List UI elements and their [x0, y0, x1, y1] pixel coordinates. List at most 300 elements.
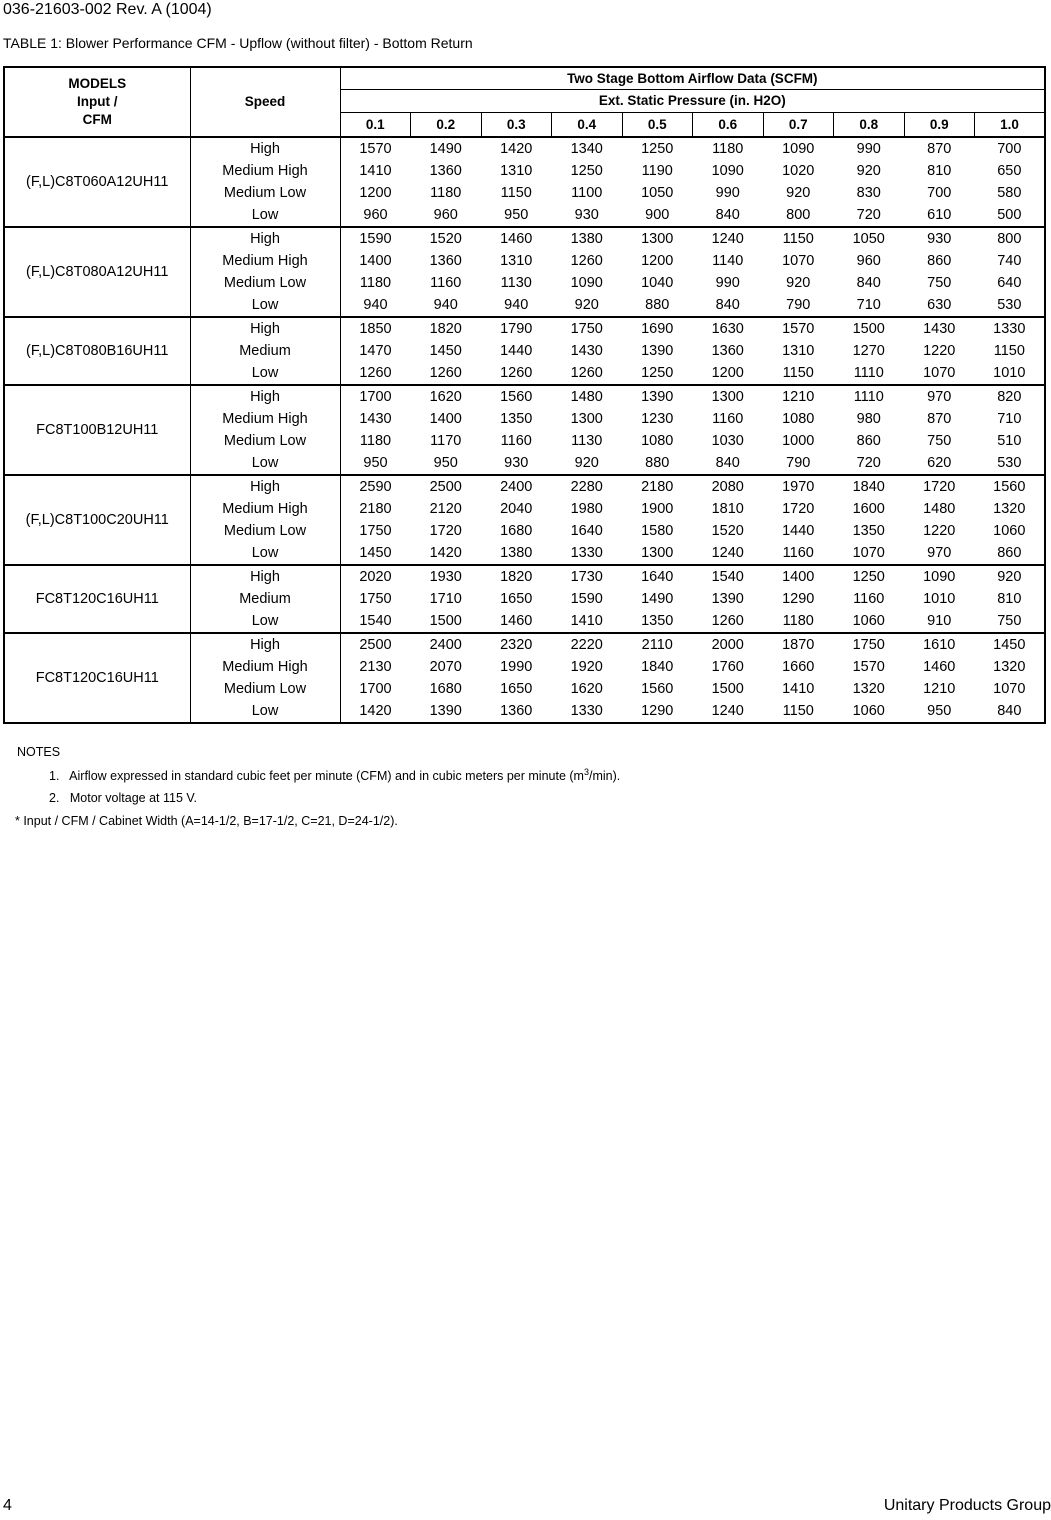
speed-cell: Medium High	[190, 656, 340, 678]
cfm-value-cell: 990	[715, 185, 740, 201]
speed-cell: Low	[190, 452, 340, 475]
note-1-number: 1.	[49, 769, 60, 783]
cfm-value-cell: 960	[340, 204, 411, 227]
cfm-value-cell: 1300	[622, 227, 693, 250]
pressure-header-cell: 0.8	[834, 113, 905, 138]
cfm-value-cell: 920	[574, 455, 599, 471]
cfm-value-cell: 1790	[481, 317, 552, 340]
cfm-value-cell: 1360	[429, 253, 462, 269]
pressure-title-header: Ext. Static Pressure (in. H2O)	[340, 90, 1045, 113]
cfm-value-cell: 1320	[852, 681, 885, 697]
table-row	[4, 633, 1045, 656]
cfm-value-cell: 790	[786, 455, 811, 471]
cfm-value-cell: 1300	[641, 545, 674, 561]
cfm-value-cell: 750	[927, 275, 952, 291]
cfm-value-cell: 1410	[570, 613, 603, 629]
cfm-value-cell: 1110	[853, 365, 884, 381]
model-name-cell: FC8T100B12UH11	[4, 385, 190, 475]
cfm-value-cell: 1320	[975, 498, 1046, 520]
cfm-value-cell: 710	[975, 408, 1046, 430]
cfm-value-cell: 1410	[340, 160, 411, 182]
cfm-value-cell: 1250	[570, 163, 603, 179]
cfm-value-cell: 630	[927, 297, 952, 313]
cfm-value-cell: 1200	[340, 182, 411, 204]
cfm-value-cell: 2070	[429, 659, 462, 675]
cfm-value-cell: 1430	[340, 408, 411, 430]
cfm-value-cell: 1650	[500, 591, 533, 607]
cfm-value-cell: 1420	[500, 141, 533, 157]
cfm-value-cell: 1560	[975, 475, 1046, 498]
cfm-value-cell: 1330	[552, 700, 623, 723]
cfm-value-cell: 1490	[429, 141, 462, 157]
cfm-value-cell: 2080	[693, 475, 764, 498]
speed-cell: High	[190, 137, 340, 160]
document-id: 036-21603-002 Rev. A (1004)	[3, 1, 212, 18]
cfm-value-cell: 1270	[852, 343, 885, 359]
cfm-value-cell: 1150	[763, 227, 834, 250]
cfm-value-cell: 1930	[411, 565, 482, 588]
cfm-value-cell: 1580	[641, 523, 674, 539]
cfm-value-cell: 1160	[712, 411, 744, 427]
cfm-value-cell: 1090	[782, 141, 815, 157]
cfm-value-cell: 1160	[782, 545, 814, 561]
cfm-value-cell: 1110	[834, 385, 905, 408]
cfm-value-cell: 1420	[340, 700, 411, 723]
cfm-value-cell: 1310	[782, 343, 815, 359]
note-1-superscript: 3	[583, 767, 589, 777]
cfm-value-cell: 1390	[411, 700, 482, 723]
cfm-value-cell: 1470	[340, 340, 411, 362]
table-header	[4, 67, 1045, 137]
speed-header: Speed	[190, 67, 340, 137]
cfm-value-cell: 830	[856, 185, 881, 201]
cfm-value-cell: 1260	[500, 365, 533, 381]
cfm-value-cell: 1390	[711, 591, 744, 607]
cfm-value-cell: 950	[433, 455, 458, 471]
cfm-value-cell: 1160	[430, 275, 462, 291]
cfm-value-cell: 1090	[711, 163, 744, 179]
cfm-value-cell: 1070	[923, 365, 956, 381]
cfm-value-cell: 810	[927, 163, 952, 179]
cfm-value-cell: 1250	[834, 565, 905, 588]
models-header	[4, 67, 190, 137]
cfm-value-cell: 1570	[340, 137, 411, 160]
cfm-value-cell: 980	[856, 411, 881, 427]
cfm-value-cell: 2220	[552, 633, 623, 656]
cfm-value-cell: 990	[856, 141, 881, 157]
cfm-value-cell: 740	[975, 250, 1046, 272]
speed-cell: Low	[190, 362, 340, 385]
cfm-value-cell: 2180	[622, 475, 693, 498]
model-name-cell: (F,L)C8T080B16UH11	[4, 317, 190, 385]
model-name-cell: (F,L)C8T060A12UH11	[4, 137, 190, 227]
cfm-value-cell: 950	[340, 452, 411, 475]
cfm-value-cell: 1870	[763, 633, 834, 656]
cfm-value-cell: 930	[574, 207, 599, 223]
cfm-value-cell: 1520	[411, 227, 482, 250]
cfm-value-cell: 2500	[411, 475, 482, 498]
cfm-value-cell: 1380	[500, 545, 533, 561]
cfm-value-cell: 1260	[570, 253, 603, 269]
cfm-value-cell: 1650	[500, 681, 533, 697]
cfm-value-cell: 920	[856, 163, 881, 179]
cfm-value-cell: 1050	[641, 185, 674, 201]
cfm-value-cell: 1590	[570, 591, 603, 607]
cfm-value-cell: 1180	[782, 613, 814, 629]
cfm-value-cell: 1500	[834, 317, 905, 340]
cfm-value-cell: 930	[504, 455, 529, 471]
cfm-value-cell: 1480	[923, 501, 956, 517]
cfm-value-cell: 2120	[429, 501, 462, 517]
cfm-value-cell: 1250	[641, 141, 674, 157]
cfm-value-cell: 1130	[571, 433, 603, 449]
cfm-value-cell: 1810	[711, 501, 744, 517]
cfm-value-cell: 530	[975, 452, 1046, 475]
cfm-value-cell: 930	[904, 227, 975, 250]
models-header-line3: CFM	[82, 112, 112, 127]
cfm-value-cell: 1380	[552, 227, 623, 250]
cfm-value-cell: 1150	[782, 365, 814, 381]
cfm-value-cell: 640	[975, 272, 1046, 294]
table-row	[4, 475, 1045, 498]
cfm-value-cell: 1560	[641, 681, 674, 697]
note-1-text-end: /min).	[588, 769, 621, 783]
cfm-value-cell: 1360	[481, 700, 552, 723]
cfm-value-cell: 1400	[763, 565, 834, 588]
cfm-value-cell: 810	[975, 588, 1046, 610]
cfm-value-cell: 1820	[481, 565, 552, 588]
speed-cell: High	[190, 565, 340, 588]
cfm-value-cell: 1000	[782, 433, 815, 449]
cfm-value-cell: 1260	[711, 613, 744, 629]
cfm-value-cell: 620	[927, 455, 952, 471]
cfm-value-cell: 2180	[340, 498, 411, 520]
speed-cell: High	[190, 227, 340, 250]
cfm-value-cell: 1330	[975, 317, 1046, 340]
cfm-value-cell: 1070	[852, 545, 885, 561]
cfm-value-cell: 1030	[711, 433, 744, 449]
cfm-value-cell: 2040	[500, 501, 533, 517]
models-header-line2: Input /	[77, 94, 118, 109]
cfm-value-cell: 2400	[481, 475, 552, 498]
cfm-value-cell: 1140	[712, 253, 744, 269]
cfm-value-cell: 1260	[340, 362, 411, 385]
cfm-value-cell: 1490	[641, 591, 674, 607]
cfm-value-cell: 1230	[641, 411, 674, 427]
cfm-value-cell: 1460	[500, 613, 533, 629]
cfm-value-cell: 1260	[429, 365, 462, 381]
cfm-value-cell: 960	[856, 253, 881, 269]
cfm-value-cell: 900	[645, 207, 670, 223]
cfm-value-cell: 880	[645, 455, 670, 471]
cfm-value-cell: 1150	[500, 185, 532, 201]
cfm-value-cell: 1170	[430, 433, 462, 449]
cfm-value-cell: 920	[574, 297, 599, 313]
cfm-value-cell: 1680	[500, 523, 533, 539]
cfm-value-cell: 1450	[975, 633, 1046, 656]
cfm-value-cell: 1720	[782, 501, 815, 517]
cfm-value-cell: 940	[433, 297, 458, 313]
speed-cell: Low	[190, 204, 340, 227]
cfm-value-cell: 1150	[763, 700, 834, 723]
cfm-value-cell: 700	[975, 137, 1046, 160]
cfm-value-cell: 920	[786, 185, 811, 201]
cfm-value-cell: 870	[927, 411, 952, 427]
cfm-value-cell: 950	[904, 700, 975, 723]
cfm-value-cell: 1430	[904, 317, 975, 340]
cfm-value-cell: 1320	[975, 656, 1046, 678]
footnote: * Input / CFM / Cabinet Width (A=14-1/2, B=17-1/2, C=21, D=24-1/2).	[15, 814, 398, 828]
speed-cell: High	[190, 475, 340, 498]
speed-cell: Low	[190, 294, 340, 317]
cfm-value-cell: 1750	[340, 520, 411, 542]
cfm-value-cell: 1620	[570, 681, 603, 697]
cfm-value-cell: 720	[856, 207, 881, 223]
cfm-value-cell: 1570	[763, 317, 834, 340]
cfm-value-cell: 580	[975, 182, 1046, 204]
speed-cell: Medium	[190, 588, 340, 610]
pressure-header-cell: 0.2	[411, 113, 482, 138]
table-row	[4, 227, 1045, 250]
airflow-title-header: Two Stage Bottom Airflow Data (SCFM)	[340, 67, 1045, 90]
cfm-value-cell: 1240	[693, 700, 764, 723]
cfm-value-cell: 500	[975, 204, 1046, 227]
cfm-value-cell: 1050	[834, 227, 905, 250]
cfm-value-cell: 820	[975, 385, 1046, 408]
cfm-value-cell: 1290	[622, 700, 693, 723]
cfm-value-cell: 840	[715, 207, 740, 223]
cfm-value-cell: 1730	[552, 565, 623, 588]
cfm-value-cell: 750	[975, 610, 1046, 633]
speed-cell: Medium High	[190, 408, 340, 430]
cfm-value-cell: 1850	[340, 317, 411, 340]
speed-cell: Medium High	[190, 498, 340, 520]
cfm-value-cell: 1010	[975, 362, 1046, 385]
cfm-value-cell: 1820	[411, 317, 482, 340]
cfm-value-cell: 990	[715, 275, 740, 291]
cfm-value-cell: 1310	[500, 163, 533, 179]
cfm-value-cell: 1180	[712, 141, 744, 157]
speed-cell: Medium High	[190, 160, 340, 182]
cfm-value-cell: 1690	[622, 317, 693, 340]
cfm-value-cell: 1410	[782, 681, 815, 697]
cfm-value-cell: 1190	[641, 163, 673, 179]
blower-performance-table	[3, 66, 1046, 724]
speed-cell: Medium Low	[190, 430, 340, 452]
cfm-value-cell: 1020	[782, 163, 815, 179]
cfm-value-cell: 1980	[570, 501, 603, 517]
cfm-value-cell: 1220	[923, 523, 956, 539]
cfm-value-cell: 800	[975, 227, 1046, 250]
notes-heading: NOTES	[17, 745, 61, 759]
speed-cell: High	[190, 633, 340, 656]
table-body	[4, 137, 1045, 723]
cfm-value-cell: 1360	[711, 343, 744, 359]
cfm-value-cell: 1400	[340, 250, 411, 272]
cfm-value-cell: 1840	[641, 659, 674, 675]
cfm-value-cell: 720	[856, 455, 881, 471]
cfm-value-cell: 710	[856, 297, 881, 313]
cfm-value-cell: 1070	[975, 678, 1046, 700]
cfm-value-cell: 920	[786, 275, 811, 291]
cfm-value-cell: 860	[927, 253, 952, 269]
models-header-line1: MODELS	[68, 76, 127, 91]
cfm-value-cell: 2320	[481, 633, 552, 656]
note-2-number: 2.	[49, 791, 60, 805]
cfm-value-cell: 510	[975, 430, 1046, 452]
cfm-value-cell: 1390	[641, 343, 674, 359]
cfm-value-cell: 790	[786, 297, 811, 313]
cfm-value-cell: 1400	[429, 411, 462, 427]
cfm-value-cell: 2400	[411, 633, 482, 656]
pressure-header-cell: 0.5	[622, 113, 693, 138]
cfm-value-cell: 1610	[904, 633, 975, 656]
cfm-value-cell: 1590	[340, 227, 411, 250]
table-title: TABLE 1: Blower Performance CFM - Upflow (without filter) - Bottom Return	[3, 35, 473, 51]
cfm-value-cell: 700	[927, 185, 952, 201]
cfm-value-cell: 870	[927, 141, 952, 157]
cfm-value-cell: 1540	[340, 610, 411, 633]
note-item-2	[49, 791, 197, 805]
cfm-value-cell: 1720	[904, 475, 975, 498]
cfm-value-cell: 960	[433, 207, 458, 223]
cfm-value-cell: 1500	[429, 613, 462, 629]
cfm-value-cell: 650	[975, 160, 1046, 182]
cfm-value-cell: 1160	[853, 591, 885, 607]
cfm-value-cell: 1200	[711, 365, 744, 381]
cfm-value-cell: 1100	[571, 185, 603, 201]
model-name-cell: (F,L)C8T080A12UH11	[4, 227, 190, 317]
cfm-value-cell: 1760	[711, 659, 744, 675]
cfm-value-cell: 1350	[641, 613, 674, 629]
cfm-value-cell: 1350	[500, 411, 533, 427]
cfm-value-cell: 1570	[852, 659, 885, 675]
cfm-value-cell: 1180	[340, 430, 411, 452]
speed-cell: Medium	[190, 340, 340, 362]
cfm-value-cell: 970	[927, 545, 952, 561]
cfm-value-cell: 1990	[500, 659, 533, 675]
cfm-value-cell: 610	[927, 207, 952, 223]
cfm-value-cell: 1060	[975, 520, 1046, 542]
cfm-value-cell: 880	[645, 297, 670, 313]
speed-cell: Medium Low	[190, 520, 340, 542]
cfm-value-cell: 1630	[693, 317, 764, 340]
cfm-value-cell: 1640	[570, 523, 603, 539]
cfm-value-cell: 1090	[570, 275, 603, 291]
cfm-value-cell: 1750	[340, 588, 411, 610]
cfm-value-cell: 1450	[340, 542, 411, 565]
cfm-value-cell: 970	[904, 385, 975, 408]
cfm-value-cell: 1480	[552, 385, 623, 408]
cfm-value-cell: 1750	[834, 633, 905, 656]
cfm-value-cell: 1130	[500, 275, 532, 291]
cfm-value-cell: 1420	[429, 545, 462, 561]
company-name: Unitary Products Group	[883, 1497, 1051, 1514]
speed-cell: Medium Low	[190, 678, 340, 700]
cfm-value-cell: 1260	[570, 365, 603, 381]
cfm-value-cell: 1060	[852, 613, 885, 629]
table-row	[4, 385, 1045, 408]
cfm-value-cell: 840	[715, 455, 740, 471]
cfm-value-cell: 920	[975, 565, 1046, 588]
cfm-value-cell: 1010	[923, 591, 956, 607]
cfm-value-cell: 860	[856, 433, 881, 449]
cfm-value-cell: 1460	[923, 659, 956, 675]
model-name-cell: FC8T120C16UH11	[4, 633, 190, 723]
table-row	[4, 565, 1045, 588]
pressure-header-cell: 0.9	[904, 113, 975, 138]
speed-cell: Low	[190, 542, 340, 565]
cfm-value-cell: 1250	[641, 365, 674, 381]
cfm-value-cell: 1560	[481, 385, 552, 408]
speed-cell: Low	[190, 610, 340, 633]
cfm-value-cell: 1340	[570, 141, 603, 157]
cfm-value-cell: 1090	[904, 565, 975, 588]
model-name-cell: FC8T120C16UH11	[4, 565, 190, 633]
cfm-value-cell: 1150	[975, 340, 1046, 362]
cfm-value-cell: 1430	[570, 343, 603, 359]
pressure-header-cell: 1.0	[975, 113, 1046, 138]
cfm-value-cell: 1200	[641, 253, 674, 269]
cfm-value-cell: 1080	[641, 433, 674, 449]
pressure-header-cell: 0.3	[481, 113, 552, 138]
cfm-value-cell: 1040	[641, 275, 674, 291]
cfm-value-cell: 1360	[429, 163, 462, 179]
cfm-value-cell: 1330	[570, 545, 603, 561]
cfm-value-cell: 1520	[711, 523, 744, 539]
cfm-value-cell: 1290	[782, 591, 815, 607]
cfm-value-cell: 1500	[711, 681, 744, 697]
cfm-value-cell: 1060	[834, 700, 905, 723]
cfm-value-cell: 1700	[340, 678, 411, 700]
cfm-value-cell: 1680	[429, 681, 462, 697]
cfm-value-cell: 2110	[622, 633, 693, 656]
cfm-value-cell: 2500	[340, 633, 411, 656]
speed-cell: High	[190, 317, 340, 340]
cfm-value-cell: 1970	[763, 475, 834, 498]
cfm-value-cell: 2000	[693, 633, 764, 656]
cfm-value-cell: 860	[975, 542, 1046, 565]
cfm-value-cell: 940	[340, 294, 411, 317]
note-item-1	[49, 767, 620, 783]
cfm-value-cell: 1310	[500, 253, 533, 269]
cfm-value-cell: 750	[927, 433, 952, 449]
speed-cell: Medium High	[190, 250, 340, 272]
cfm-value-cell: 1600	[852, 501, 885, 517]
note-1-text: Airflow expressed in standard cubic feet per minute (CFM) and in cubic meters per minute (m	[69, 769, 584, 783]
cfm-value-cell: 1920	[570, 659, 603, 675]
pressure-header-cell: 0.7	[763, 113, 834, 138]
cfm-value-cell: 1710	[429, 591, 462, 607]
cfm-value-cell: 1160	[500, 433, 532, 449]
cfm-value-cell: 840	[856, 275, 881, 291]
cfm-value-cell: 840	[975, 700, 1046, 723]
cfm-value-cell: 1240	[711, 545, 744, 561]
cfm-value-cell: 530	[975, 294, 1046, 317]
cfm-value-cell: 1700	[340, 385, 411, 408]
cfm-value-cell: 1840	[834, 475, 905, 498]
cfm-value-cell: 840	[715, 297, 740, 313]
model-name-cell: (F,L)C8T100C20UH11	[4, 475, 190, 565]
cfm-value-cell: 800	[786, 207, 811, 223]
cfm-value-cell: 1220	[923, 343, 956, 359]
cfm-value-cell: 1460	[481, 227, 552, 250]
cfm-value-cell: 1300	[570, 411, 603, 427]
cfm-value-cell: 1300	[693, 385, 764, 408]
cfm-value-cell: 1240	[693, 227, 764, 250]
cfm-value-cell: 1070	[782, 253, 815, 269]
table-row	[4, 137, 1045, 160]
